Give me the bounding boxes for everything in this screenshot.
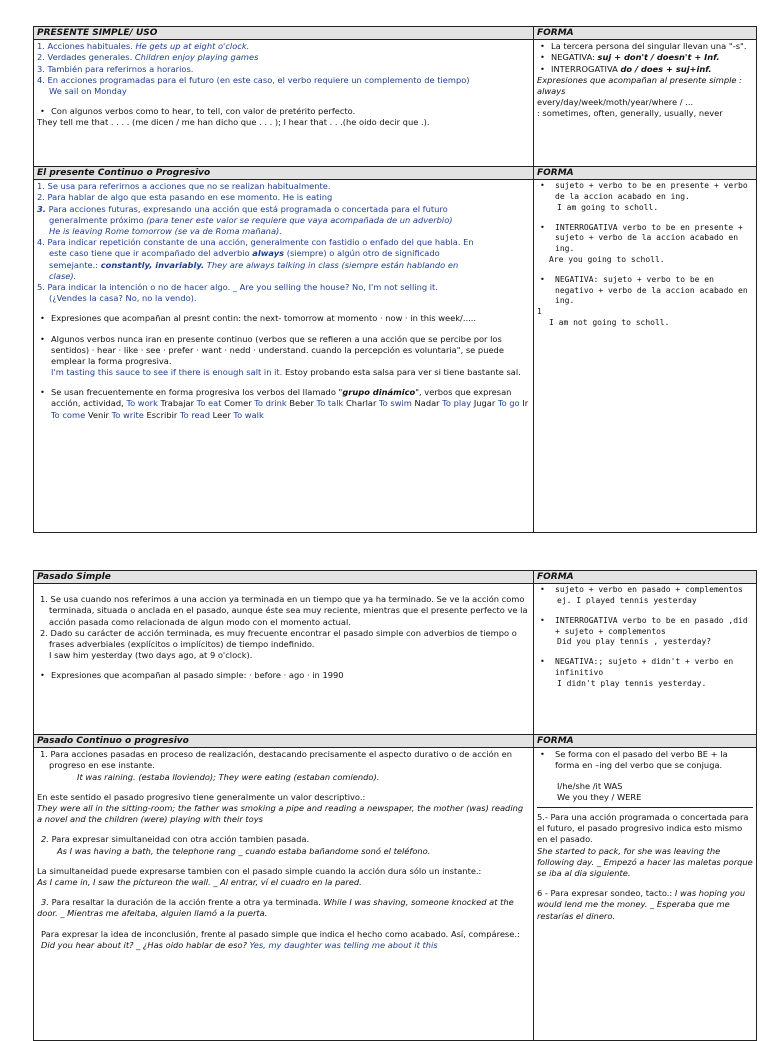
text-line: (¿Vendes la casa? No, no la vendo). — [49, 293, 197, 304]
text-line: clase). — [49, 270, 77, 281]
bullet-item: • INTERROGATIVA verbo to be en pasado ,did + sujeto + complementos — [537, 616, 753, 638]
example-text: I am not going to scholl. — [549, 318, 670, 328]
bullet-item: • Expresiones que acompañan al pasado simple: · before · ago · in 1990 — [37, 670, 530, 681]
example-text: He gets up at eight o'clock. — [135, 41, 250, 52]
header-pasado-simple: Pasado Simple — [34, 571, 534, 584]
header-presente-continuo: El presente Continuo o Progresivo — [34, 167, 534, 180]
uso-cell: 1. Se usa para referirnos a acciones que no se realizan habitualmente. 2. Para hablar de algo que esta pasando en ese momento. He is eating 3. Para acciones futuras, expresando una acción que está programada o concertada para el futuro generalmente próximo (para tener este valor se requiere que vaya acompañada de un adverbio) He is leaving Rome tomorrow (se va de Roma mañana). 4. Para indicar repetición constante de una acción, generalmente con fastidio o enfado del que habla. En este caso tiene que ir acompañado del adverbio always (siempre) o algún otro de significado semejante.: constantly, invariably. They are always talking in class (siempre están hablando en clase). 5. Para indicar la intención o no de hacer algo. _ Are you selling the house? No, I'm not selling it. (¿Vendes la casa? No, no la vendo). • Expresiones que acompañan al presnt contin: the next- tomorrow at momento · now · in this week/..... • Algunos verbos nunca iran en presente continuo (verbos que se refieren a una acción que se percibe por los sentidos) · hear · like · see · prefer · want · nedd · understand. cuando la percepción es voluntaria", se puede emplear la forma progresiva. I'm tasting this sauce to see if there is enough salt in it. Estoy probando esta salsa para ver si tiene bastante sal. • Se usan frecuentemente en forma progresiva los verbos del llamado "grupo dinámico", verbos que expresan acción, actividad, To work Trabajar To eat Comer To drink Beber To talk Charlar To swim Nadar To play Jugar To go Ir To come Venir To write Escribir To read Leer To walk — [34, 180, 534, 533]
bullet-item: • sujeto + verbo to be en presente + verbo de la accion acabado en ing. — [537, 181, 753, 203]
text-line: 1. Se usa cuando nos referimos a una accion ya terminada en un tiempo que ya ha terminado. Se ve la acción como terminada, situada o anclada en el pasado, aunque éste sea muy reciente, mientras que el presente perfecto ve la acción pasada como relacionada de algun modo con el momento actual. — [40, 594, 528, 627]
text-line: 1. Para acciones pasadas en proceso de realización, destacando precisamente el aspecto durativo o de acción en progreso en ese instante. — [40, 749, 512, 771]
text-line: 5.- Para una acción programada o concertada para el futuro, el pasado progresivo indica esto mismo en el pasado. — [537, 812, 749, 845]
example-text: We sail on Monday — [49, 85, 127, 96]
forma-cell — [534, 40, 757, 167]
text-line: La simultaneidad puede expresarse tambien con el pasado simple cuando la acción dura sólo un instante.: — [37, 865, 482, 876]
example-text: It was raining. (estaba lloviendo); They were eating (estaban comiendo). — [77, 771, 380, 782]
bullet-item: • La tercera persona del singular llevan una "-s". — [537, 41, 753, 52]
text-line: 4. Para indicar repetición constante de una acción, generalmente con fastidio o enfado del que habla. En — [37, 237, 474, 248]
example-text: She started to pack, for she was leaving the following day. _ Empezó a hacer las maletas porque se iba al dia siguiente. — [537, 845, 753, 878]
divider — [537, 807, 753, 808]
example-text: Are you going to scholl. — [549, 255, 665, 265]
bullet-item: • NEGATIVA: sujeto + verbo to be en negativo + verbo de la accion acabado en ing. — [537, 275, 753, 307]
example-text: I didn't play tennis yesterday. — [557, 678, 707, 688]
text-line: every/day/week/moth/year/where / ... — [537, 97, 694, 108]
bullet-item: • Con algunos verbos como to hear, to tell, con valor de pretérito perfecto. — [37, 106, 530, 117]
header-forma: FORMA — [534, 735, 757, 748]
header-forma: FORMA — [534, 27, 757, 40]
text-line: 1. Se usa para referirnos a acciones que no se realizan habitualmente. — [37, 181, 331, 192]
bullet-item: • Se usan frecuentemente en forma progresiva los verbos del llamado "grupo dinámico", verbos que expresan acción, actividad, To work Trabajar To eat Comer To drink Beber To talk Charlar To swim Nadar To play Jugar To go Ir To come Venir To write Escribir To read Leer To walk — [37, 387, 530, 421]
forma-cell: • Se forma con el pasado del verbo BE + la forma en –ing del verbo que se conjuga. I/he/she /it WAS We you they / WERE 5.- Para una acción programada o concertada para el futuro, el pasado progresivo indica esto mismo en el pasado. She started to pack, for she was leaving the following day. _ Empezó a hacer las maletas porque se iba al dia siguiente. 6 - Para expresar sondeo, tacto.: I was hoping you would lend me the money. _ Esperaba que me restarías el dinero. — [534, 748, 757, 1041]
text-line: They tell me that . . . . (me dicen / me han dicho que . . . ); I hear that . . .(he oido decir que .). — [37, 117, 430, 128]
bullet-item: • Algunos verbos nunca iran en presente continuo (verbos que se refieren a una acción que se percibe por los sentidos) · hear · like · see · prefer · want · nedd · understand. cuando la percepción es voluntaria", se puede emplear la forma progresiva. I'm tasting this sauce to see if there is enough salt in it. Estoy probando esta salsa para ver si tiene bastante sal. — [37, 334, 530, 379]
bullet-item: • NEGATIVA:; sujeto + didn't + verbo en infinitivo — [537, 657, 753, 679]
forma-cell — [534, 180, 757, 533]
uso-cell — [34, 40, 534, 167]
example-text: I/he/she /it WAS — [557, 780, 623, 791]
example-text: I am going to scholl. — [557, 202, 659, 212]
text-line: 3. También para referirnos a horarios. — [37, 63, 194, 74]
text-line: En este sentido el pasado progresivo tiene generalmente un valor descriptivo.: — [37, 791, 366, 802]
text-line: 1 — [537, 307, 542, 317]
text-line: 2. Verdades generales. — [37, 52, 133, 63]
table-pasado — [33, 570, 757, 1041]
header-presente-simple: PRESENTE SIMPLE/ USO — [34, 27, 534, 40]
text-line: Para acciones futuras, expresando una acción que está programada o concertada para el futuro — [48, 203, 448, 214]
text-line: : sometimes, often, generally, usually, never — [537, 108, 723, 119]
text-line: Expresiones que acompañan al presente simple : always — [537, 74, 742, 96]
text-line: 2. Dado su carácter de acción terminada, es muy frecuente encontrar el pasado simple con adverbios de tiempo o frases adverbiales (explícitos o implícitos) de tiempo indefinido. — [40, 627, 517, 649]
example-text: ej. I played tennis yesterday — [557, 595, 697, 605]
text-line: 1. Acciones habituales. — [37, 41, 133, 52]
uso-cell — [34, 584, 534, 735]
text-line: 4. En acciones programadas para el futuro (en este caso, el verbo requiere un complemento de tiempo) — [37, 74, 470, 85]
table-presente-simple — [33, 26, 757, 533]
example-text: As I came in, I saw the pictureon the wall. _ Al entrar, ví el cuadro en la pared. — [37, 876, 362, 887]
bullet-item: • Expresiones que acompañan al presnt contin: the next- tomorrow at momento · now · in this week/..... — [37, 313, 530, 324]
example-text: Did you play tennis , yesterday? — [557, 637, 712, 647]
example-text: Children enjoy playing games — [134, 52, 259, 63]
forma-cell — [534, 584, 757, 735]
text-line: 2. Para hablar de algo que esta pasando en ese momento. He is eating — [37, 192, 333, 203]
example-text: I saw him yesterday (two days ago, at 9 o'clock). — [49, 650, 253, 661]
bullet-item: • NEGATIVA: suj + don't / doesn't + Inf. — [537, 52, 753, 63]
bullet-item: • INTERROGATIVA verbo to be en presente + sujeto + verbo de la accion acabado en ing. — [537, 223, 753, 255]
bullet-item: • sujeto + verbo en pasado + complementos — [537, 585, 753, 596]
example-text: He is leaving Rome tomorrow (se va de Roma mañana). — [49, 226, 282, 237]
example-text: As I was having a bath, the telephone rang _ cuando estaba bañandome sonó el teléfono. — [57, 845, 431, 856]
uso-cell: 1. Para acciones pasadas en proceso de realización, destacando precisamente el aspecto durativo o de acción en progreso en ese instante. It was raining. (estaba lloviendo); They were eating (estaban comiendo). En este sentido el pasado progresivo tiene generalmente un valor descriptivo.: They were all in the sitting-room; the father was smoking a pipe and reading a newspaper, the mother (was) reading a novel and the children (were) playing with their toys 2. Para expresar simultaneidad con otra acción tambien pasada. As I was having a bath, the telephone rang _ cuando estaba bañandome sonó el teléfono. La simultaneidad puede expresarse tambien con el pasado simple cuando la acción dura sólo un instante.: As I came in, I saw the pictureon the wall. _ Al entrar, ví el cuadro en la pared. 3. Para resaltar la duración de la acción frente a otra ya terminada. While I was shaving, someone knocked at the door. _ Mientras me afeitaba, alguien llamó a la puerta. Para expresar la idea de inconclusión, frente al pasado simple que indica el hecho como acabado. Así, compárese.: Did you hear about it? _ ¿Has oido hablar de eso? Yes, my daughter was telling me about it this — [34, 748, 534, 1041]
example-text: We you they / WERE — [557, 791, 642, 802]
header-forma: FORMA — [534, 167, 757, 180]
text-line: Para expresar simultaneidad con otra acción tambien pasada. — [51, 834, 310, 845]
text-line: 5. Para indicar la intención o no de hacer algo. _ Are you selling the house? No, I'm not selling it. — [37, 281, 438, 292]
example-text: They were all in the sitting-room; the father was smoking a pipe and reading a newspaper, the mother (was) reading a novel and the children (were) playing with their toys — [37, 803, 524, 825]
header-forma: FORMA — [534, 571, 757, 584]
bullet-item: • INTERROGATIVA do / does + suj+inf. — [537, 64, 753, 75]
bullet-item: • Se forma con el pasado del verbo BE + la forma en –ing del verbo que se conjuga. — [537, 749, 753, 771]
header-pasado-continuo: Pasado Continuo o progresivo — [34, 735, 534, 748]
